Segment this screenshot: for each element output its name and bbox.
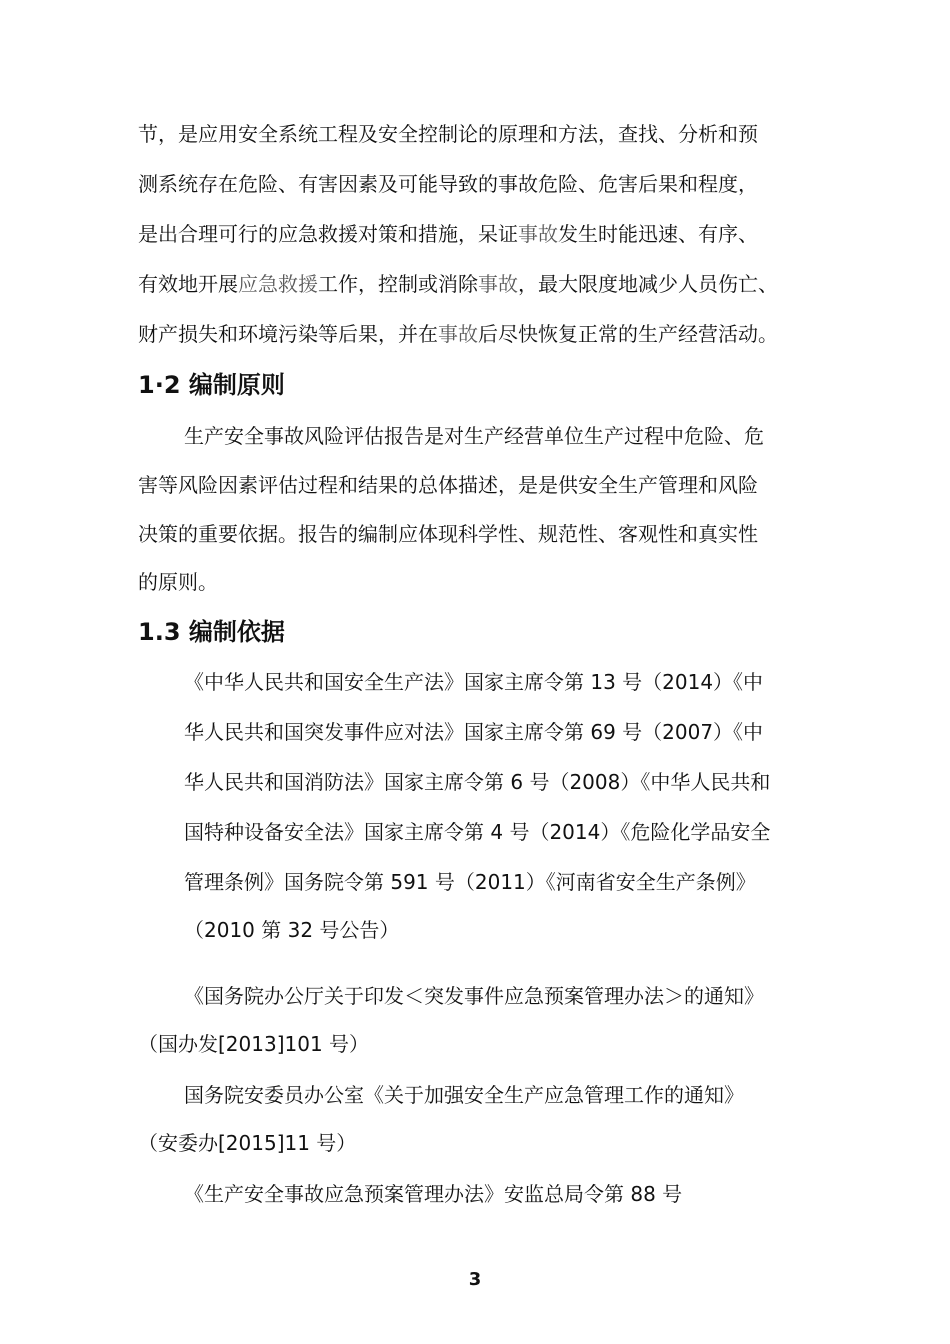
section-1-3-line-9: 国务院安委员办公室《关于加强安全生产应急管理工作的通知》: [184, 1083, 744, 1107]
section-1-3-line-4: 国特种设备安全法》国家主席令第 4 号（2014）《危险化学品安全: [184, 820, 771, 844]
section-1-2-line-3: 决策的重要依据。报告的编制应体现科学性、规范性、客观性和真实性: [138, 522, 758, 546]
section-1-3-line-6: （2010 第 32 号公告）: [184, 918, 400, 942]
intro-line-4-b: 应急救援: [238, 272, 318, 296]
intro-line-3: [138, 222, 758, 246]
intro-line-5-a: 财产损失和环境污染等后果，并在: [138, 322, 438, 346]
intro-line-2: 测系统存在危险、有害因素及可能导致的事故危险、危害后果和程度，: [138, 172, 758, 196]
section-heading-1-3: 1.3 编制依据: [138, 618, 285, 646]
intro-line-1: 节，是应用安全系统工程及安全控制论的原理和方法，查找、分析和预: [138, 122, 758, 146]
section-1-3-line-3: 华人民共和国消防法》国家主席令第 6 号（2008）《中华人民共和: [184, 770, 771, 794]
page-number: 3: [468, 1269, 482, 1290]
intro-line-3-a: 是出合理可行的应急救援对策和措施，呆证: [138, 222, 518, 246]
intro-line-4-a: 有效地开展: [138, 272, 238, 296]
intro-line-3-b: 事故: [518, 222, 558, 246]
section-1-2-line-4: 的原则。: [138, 570, 218, 594]
section-1-3-line-5: 管理条例》国务院令第 591 号（2011）《河南省安全生产条例》: [184, 870, 756, 894]
intro-line-4: [138, 272, 778, 296]
section-1-3-line-10: （安委办[2015]11 号）: [138, 1131, 357, 1155]
section-1-2-line-1: 生产安全事故风险评估报告是对生产经营单位生产过程中危险、危: [184, 424, 764, 448]
intro-line-3-c: 发生时能迅速、有序、: [558, 222, 758, 246]
section-1-3-line-8: （国办发[2013]101 号）: [138, 1032, 370, 1056]
intro-line-4-c: 工作，控制或消除: [318, 272, 478, 296]
section-1-2-line-2: 害等风险因素评估过程和结果的总体描述，是是供安全生产管理和风险: [138, 473, 758, 497]
intro-line-5: [138, 322, 778, 346]
intro-line-4-e: ，最大限度地减少人员伤亡、: [518, 272, 778, 296]
intro-line-4-d: 事故: [478, 272, 518, 296]
section-heading-1-2: 1·2 编制原则: [138, 371, 285, 399]
section-1-3-line-7: 《国务院办公厅关于印发＜突发事件应急预案管理办法＞的通知》: [184, 984, 764, 1008]
intro-line-5-b: 事故: [438, 322, 478, 346]
section-1-3-line-11: 《生产安全事故应急预案管理办法》安监总局令第 88 号: [184, 1182, 683, 1206]
intro-line-5-c: 后尽快恢复正常的生产经营活动。: [478, 322, 778, 346]
section-1-3-line-2: 华人民共和国突发事件应对法》国家主席令第 69 号（2007）《中: [184, 720, 764, 744]
section-1-3-line-1: 《中华人民共和国安全生产法》国家主席令第 13 号（2014）《中: [184, 670, 764, 694]
